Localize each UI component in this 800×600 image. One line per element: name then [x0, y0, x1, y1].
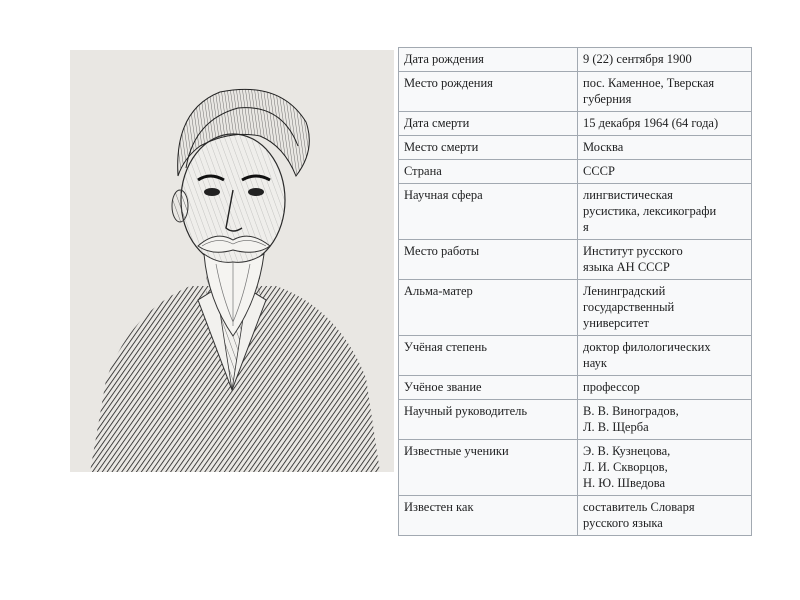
infobox-row: [399, 240, 752, 280]
infobox-row: [399, 112, 752, 136]
infobox-body: [399, 48, 752, 536]
portrait-image: [70, 50, 394, 472]
row-label: Место рождения: [399, 72, 578, 112]
row-label: Известен как: [399, 496, 578, 536]
infobox-row: [399, 400, 752, 440]
row-label: Место смерти: [399, 136, 578, 160]
row-value: Э. В. Кузнецова, Л. И. Скворцов, Н. Ю. Шведова: [578, 440, 752, 496]
row-label: Учёная степень: [399, 336, 578, 376]
infobox-table: [398, 47, 752, 536]
row-value: профессор: [578, 376, 752, 400]
row-label: Страна: [399, 160, 578, 184]
infobox-row: [399, 72, 752, 112]
infobox-row: [399, 280, 752, 336]
row-label: Место работы: [399, 240, 578, 280]
row-value: составитель Словаря русского языка: [578, 496, 752, 536]
row-value: доктор филологических наук: [578, 336, 752, 376]
infobox-row: [399, 48, 752, 72]
infobox-row: [399, 440, 752, 496]
row-value: пос. Каменное, Тверская губерния: [578, 72, 752, 112]
row-value: 15 декабря 1964 (64 года): [578, 112, 752, 136]
row-value: Ленинградский государственный университет: [578, 280, 752, 336]
infobox-row: [399, 160, 752, 184]
row-value: 9 (22) сентября 1900: [578, 48, 752, 72]
row-label: Научная сфера: [399, 184, 578, 240]
row-value: лингвистическая русистика, лексикографи я: [578, 184, 752, 240]
row-label: Дата рождения: [399, 48, 578, 72]
infobox-row: [399, 336, 752, 376]
row-value: Институт русского языка АН СССР: [578, 240, 752, 280]
row-value: В. В. Виноградов, Л. В. Щерба: [578, 400, 752, 440]
portrait-engraving-icon: [70, 50, 394, 472]
infobox-row: [399, 184, 752, 240]
infobox-row: [399, 376, 752, 400]
row-label: Дата смерти: [399, 112, 578, 136]
infobox-row: [399, 496, 752, 536]
row-value: СССР: [578, 160, 752, 184]
infobox-row: [399, 136, 752, 160]
row-label: Учёное звание: [399, 376, 578, 400]
row-label: Научный руководитель: [399, 400, 578, 440]
row-label: Альма-матер: [399, 280, 578, 336]
row-label: Известные ученики: [399, 440, 578, 496]
row-value: Москва: [578, 136, 752, 160]
